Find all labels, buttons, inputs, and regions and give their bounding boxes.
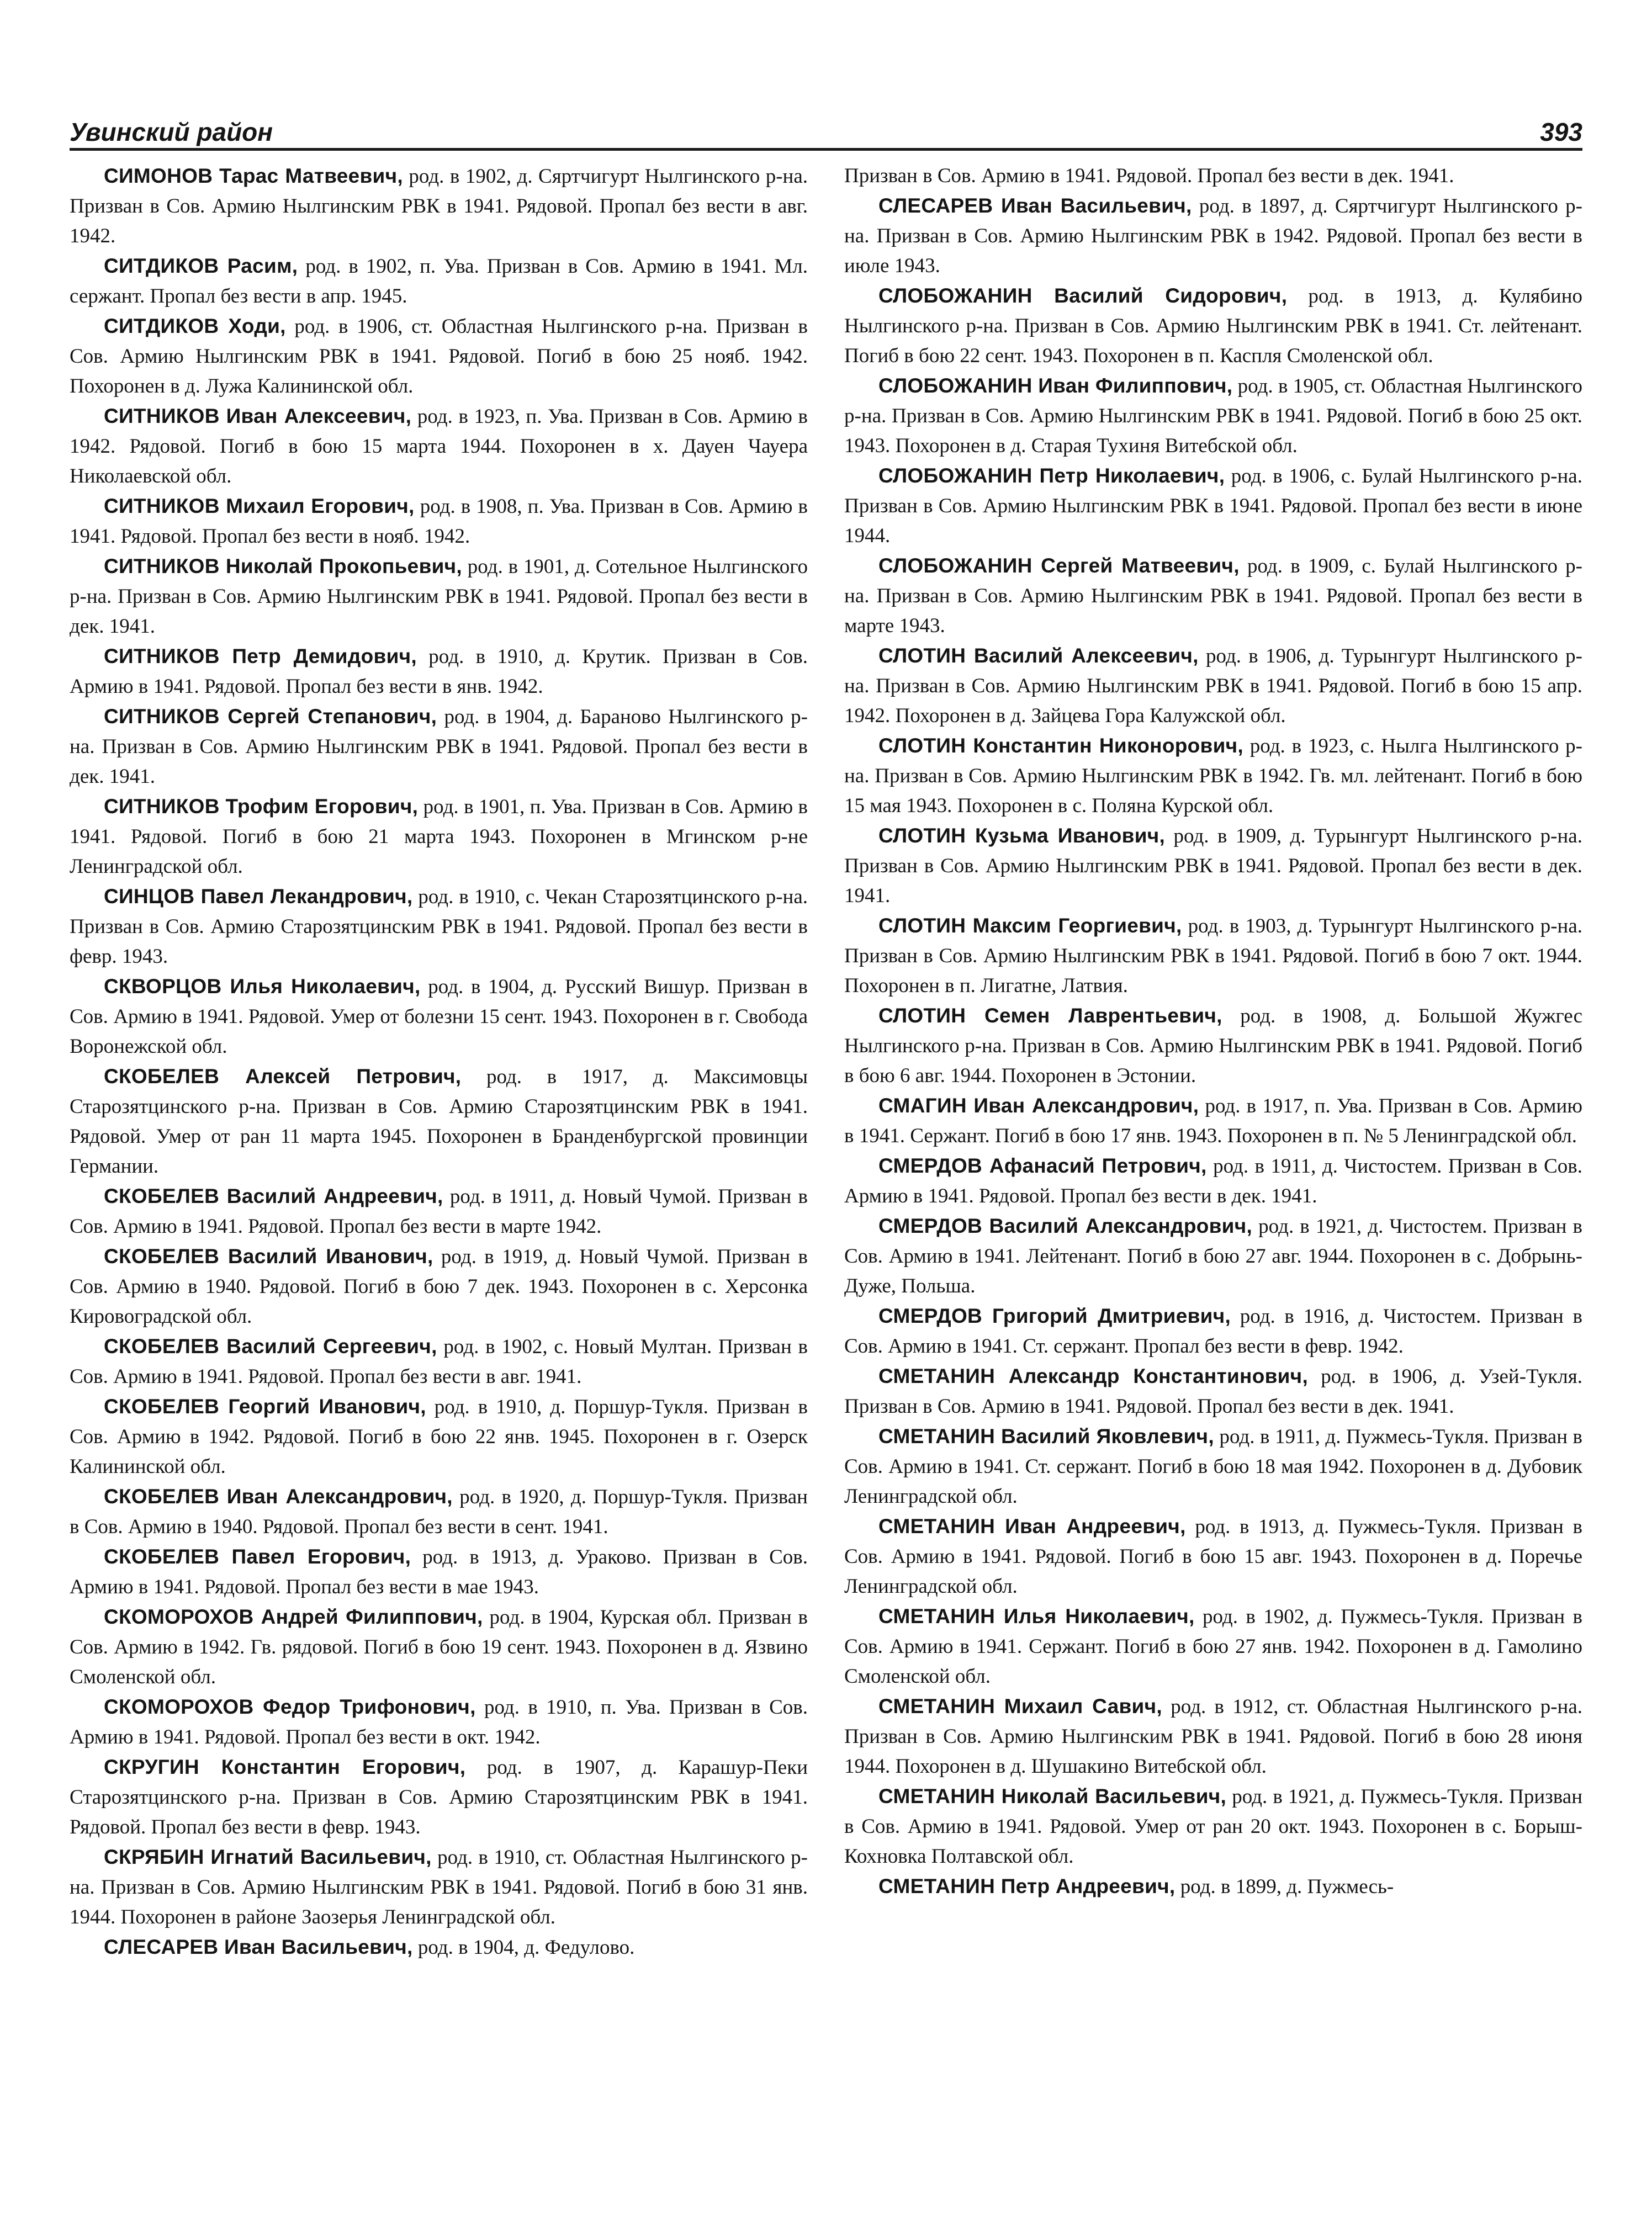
entry-text: род. в 1909, д. Турынгурт Нылгинского р-на. Призван в Сов. Армию Нылгинским РВК в 1941. Рядовой. Пропал без вести в дек. 1941. — [844, 825, 1582, 907]
entry-name: СМЕТАНИН Иван Андреевич, — [878, 1515, 1186, 1538]
memorial-entry — [70, 1062, 808, 1181]
entry-name: СИТДИКОВ Ходи, — [104, 315, 286, 337]
entry-text: род. в 1906, ст. Областная Нылгинского р-на. Призван в Сов. Армию Нылгинским РВК в 1941. Рядовой. Погиб в бою 25 нояб. 1942. Похоронен в д. Лужа Калининской обл. — [70, 315, 808, 398]
entry-name: СМЕТАНИН Петр Андреевич, — [878, 1875, 1176, 1898]
memorial-entry — [844, 1602, 1582, 1692]
entry-text: род. в 1911, д. Пужмесь-Тукля. Призван в Сов. Армию в 1941. Ст. сержант. Погиб в бою 18 мая 1942. Похоронен в д. Дубовик Ленинградской обл. — [844, 1425, 1582, 1508]
entry-name: СИТНИКОВ Иван Алексеевич, — [104, 405, 412, 427]
entry-name: СЛЕСАРЕВ Иван Васильевич, — [104, 1936, 413, 1958]
entry-name: СКОБЕЛЕВ Георгий Иванович, — [104, 1395, 426, 1418]
memorial-entry — [844, 1422, 1582, 1512]
memorial-entry — [844, 161, 1582, 191]
entry-name: СЛОБОЖАНИН Петр Николаевич, — [878, 464, 1225, 487]
entry-text: род. в 1904, д. Федулово. — [412, 1936, 635, 1959]
entry-text: род. в 1909, с. Булай Нылгинского р-на. Призван в Сов. Армию Нылгинским РВК в 1941. Рядовой. Пропал без вести в марте 1943. — [844, 555, 1582, 637]
entry-name: СИНЦОВ Павел Лекандрович, — [104, 885, 413, 908]
memorial-entry — [70, 972, 808, 1062]
memorial-entry — [844, 1872, 1582, 1902]
memorial-entry — [844, 191, 1582, 281]
entry-name: СИТНИКОВ Сергей Степанович, — [104, 705, 437, 728]
entry-name: СЛОБОЖАНИН Василий Сидорович, — [878, 284, 1288, 307]
memorial-entry — [70, 1752, 808, 1842]
entry-text: Призван в Сов. Армию в 1941. Рядовой. Пропал без вести в дек. 1941. — [844, 165, 1454, 187]
entry-text: род. в 1913, д. Ураково. Призван в Сов. Армию в 1941. Рядовой. Пропал без вести в мае 1943. — [70, 1546, 808, 1598]
entry-name: СИТНИКОВ Михаил Егорович, — [104, 495, 415, 517]
entry-name: СЛОТИН Константин Никонорович, — [878, 734, 1243, 757]
entry-text: род. в 1902, д. Пужмесь-Тукля. Призван в Сов. Армию в 1941. Сержант. Погиб в бою 27 янв. 1942. Похоронен в д. Гамолино Смоленской обл. — [844, 1605, 1582, 1688]
entry-name: СКОМОРОХОВ Федор Трифонович, — [104, 1695, 476, 1718]
entry-text: род. в 1906, д. Турынгурт Нылгинского р-на. Призван в Сов. Армию Нылгинским РВК в 1941. Рядовой. Погиб в бою 15 апр. 1942. Похоронен в д. Зайцева Гора Калужской обл. — [844, 645, 1583, 727]
entry-text: род. в 1910, п. Ува. Призван в Сов. Армию в 1941. Рядовой. Пропал без вести в окт. 1942. — [70, 1696, 808, 1748]
entry-text: род. в 1923, п. Ува. Призван в Сов. Армию в 1942. Рядовой. Погиб в бою 15 марта 1944. Похоронен в х. Дауен Чауера Николаевской обл. — [70, 405, 808, 487]
entry-name: СКВОРЦОВ Илья Николаевич, — [104, 975, 421, 998]
entry-name: СМЕРДОВ Григорий Дмитриевич, — [878, 1305, 1231, 1327]
entry-name: СМЕТАНИН Илья Николаевич, — [878, 1605, 1195, 1628]
entry-name: СМЕТАНИН Михаил Савич, — [878, 1695, 1162, 1718]
memorial-entry — [70, 491, 808, 552]
entry-text: род. в 1913, д. Кулябино Нылгинского р-на. Призван в Сов. Армию Нылгинским РВК в 1941. Ст. лейтенант. Погиб в бою 22 сент. 1943. Похоронен в п. Каспля Смоленской обл. — [844, 285, 1582, 367]
memorial-entry — [844, 641, 1582, 731]
district-title: Увинский район — [70, 118, 273, 146]
entry-text: род. в 1899, д. Пужмесь- — [1175, 1875, 1394, 1898]
right-column — [844, 161, 1582, 2143]
memorial-entry — [70, 552, 808, 642]
memorial-entry — [844, 1211, 1582, 1301]
memorial-entry — [70, 642, 808, 702]
entry-name: СИМОНОВ Тарас Матвеевич, — [104, 165, 403, 187]
entry-name: СМАГИН Иван Александрович, — [878, 1094, 1199, 1117]
entry-name: СКРЯБИН Игнатий Васильевич, — [104, 1846, 432, 1868]
entry-text: род. в 1917, д. Максимовцы Старозятцинского р-на. Призван в Сов. Армию Старозятцинским РВК в 1941. Рядовой. Умер от ран 11 марта 1945. Похоронен в Бранденбургской провинции Германии. — [70, 1066, 808, 1178]
entry-text: род. в 1908, д. Большой Жужгес Нылгинского р-на. Призван в Сов. Армию Нылгинским РВК в 1941. Рядовой. Погиб в бою 6 авг. 1944. Похоронен в Эстонии. — [844, 1005, 1582, 1087]
entry-text: род. в 1921, д. Пужмесь-Тукля. Призван в Сов. Армию в 1941. Рядовой. Умер от ран 20 окт. 1943. Похоронен в с. Борыш-Кохновка Полтавской обл. — [844, 1785, 1582, 1868]
memorial-entry — [70, 702, 808, 792]
entry-name: СЛЕСАРЕВ Иван Васильевич, — [878, 194, 1192, 217]
memorial-entry — [844, 281, 1582, 371]
entry-name: СМЕТАНИН Александр Константинович, — [878, 1365, 1309, 1387]
memorial-entry — [70, 401, 808, 491]
memorial-entry — [70, 882, 808, 972]
memorial-entry — [844, 1151, 1582, 1211]
entry-text: род. в 1910, д. Крутик. Призван в Сов. Армию в 1941. Рядовой. Пропал без вести в янв. 1942. — [70, 645, 808, 698]
entry-name: СКОБЕЛЕВ Павел Егорович, — [104, 1545, 411, 1568]
memorial-entry — [844, 1091, 1582, 1151]
entry-text: род. в 1902, д. Сяртчигурт Нылгинского р-на. Призван в Сов. Армию Нылгинским РВК в 1941. Рядовой. Пропал без вести в авг. 1942. — [70, 165, 808, 247]
memorial-entry — [70, 161, 808, 251]
memorial-entry — [844, 551, 1582, 641]
memorial-entry — [70, 1392, 808, 1482]
page-number: 393 — [1540, 118, 1582, 146]
entry-name: СМЕТАНИН Василий Яковлевич, — [878, 1425, 1214, 1448]
entry-name: СЛОТИН Василий Алексеевич, — [878, 644, 1199, 667]
entry-text: род. в 1910, д. Поршур-Тукля. Призван в Сов. Армию в 1942. Рядовой. Погиб в бою 22 янв. 1945. Похоронен в г. Озерск Калининской обл. — [70, 1396, 808, 1478]
memorial-entry — [70, 311, 808, 401]
text-columns — [70, 161, 1582, 2143]
entry-name: СМЕРДОВ Василий Александрович, — [878, 1215, 1253, 1237]
entry-name: СКОБЕЛЕВ Василий Сергеевич, — [104, 1335, 437, 1358]
entry-name: СКОБЕЛЕВ Василий Андреевич, — [104, 1185, 443, 1207]
memorial-entry — [844, 371, 1582, 461]
memorial-entry — [844, 1361, 1582, 1422]
memorial-entry — [70, 1181, 808, 1242]
entry-text: род. в 1902, п. Ува. Призван в Сов. Армию в 1941. Мл. сержант. Пропал без вести в апр. 1945. — [70, 255, 808, 308]
memorial-entry — [844, 1692, 1582, 1782]
memorial-entry — [844, 461, 1582, 551]
entry-name: СКРУГИН Константин Егорович, — [104, 1756, 466, 1778]
entry-name: СЛОТИН Кузьма Иванович, — [878, 824, 1166, 847]
entry-name: СИТДИКОВ Расим, — [104, 255, 298, 277]
memorial-entry — [70, 1542, 808, 1602]
entry-text: род. в 1904, д. Русский Вишур. Призван в Сов. Армию в 1941. Рядовой. Умер от болезни 15 сент. 1943. Похоронен в г. Свобода Воронежской обл. — [70, 976, 808, 1058]
entry-text: род. в 1917, п. Ува. Призван в Сов. Армию в 1941. Сержант. Погиб в бою 17 янв. 1943. Похоронен в п. № 5 Ленинградской обл. — [844, 1095, 1582, 1147]
entry-name: СКОБЕЛЕВ Василий Иванович, — [104, 1245, 433, 1268]
memorial-entry — [70, 1242, 808, 1332]
entry-text: род. в 1921, д. Чистостем. Призван в Сов. Армию в 1941. Лейтенант. Погиб в бою 27 авг. 1944. Похоронен в с. Добрынь-Дуже, Польша. — [844, 1215, 1582, 1297]
memorial-entry — [70, 1842, 808, 1932]
entry-text: род. в 1906, с. Булай Нылгинского р-на. Призван в Сов. Армию Нылгинским РВК в 1941. Рядовой. Пропал без вести в июне 1944. — [844, 465, 1582, 547]
entry-text: род. в 1919, д. Новый Чумой. Призван в Сов. Армию в 1940. Рядовой. Погиб в бою 7 дек. 1943. Похоронен в с. Херсонка Кировоградской обл. — [70, 1246, 808, 1328]
entry-name: СЛОБОЖАНИН Сергей Матвеевич, — [878, 554, 1240, 577]
memorial-entry — [70, 1482, 808, 1542]
entry-text: род. в 1923, с. Нылга Нылгинского р-на. Призван в Сов. Армию Нылгинским РВК в 1942. Гв. мл. лейтенант. Погиб в бою 15 мая 1943. Похоронен в с. Поляна Курской обл. — [844, 735, 1582, 817]
entry-text: род. в 1916, д. Чистостем. Призван в Сов. Армию в 1941. Ст. сержант. Пропал без вести в февр. 1942. — [844, 1305, 1582, 1358]
entry-text: род. в 1903, д. Турынгурт Нылгинского р-на. Призван в Сов. Армию Нылгинским РВК в 1941. Рядовой. Погиб в бою 7 окт. 1944. Похоронен в п. Лигатне, Латвия. — [844, 915, 1582, 997]
entry-text: род. в 1920, д. Поршур-Тукля. Призван в Сов. Армию в 1940. Рядовой. Пропал без вести в сент. 1941. — [70, 1486, 808, 1538]
memorial-entry — [70, 251, 808, 311]
entry-text: род. в 1910, ст. Областная Нылгинского р-на. Призван в Сов. Армию Нылгинским РВК в 1941. Рядовой. Погиб в бою 31 янв. 1944. Похоронен в районе Заозерья Ленинградской обл. — [70, 1846, 808, 1928]
entry-text: род. в 1913, д. Пужмесь-Тукля. Призван в Сов. Армию в 1941. Рядовой. Погиб в бою 15 авг. 1943. Похоронен в д. Поречье Ленинградской обл. — [844, 1515, 1582, 1598]
memorial-entry — [70, 792, 808, 882]
memorial-entry — [70, 1602, 808, 1692]
entry-name: СМЕРДОВ Афанасий Петрович, — [878, 1154, 1207, 1177]
memorial-entry — [844, 731, 1582, 821]
entry-text: род. в 1901, д. Сотельное Нылгинского р-на. Призван в Сов. Армию Нылгинским РВК в 1941. Рядовой. Пропал без вести в дек. 1941. — [70, 555, 808, 638]
left-column — [70, 161, 808, 2143]
memorial-entry — [844, 821, 1582, 911]
entry-text: род. в 1904, д. Бараново Нылгинского р-на. Призван в Сов. Армию Нылгинским РВК в 1941. Рядовой. Пропал без вести в дек. 1941. — [70, 706, 808, 788]
entry-text: род. в 1904, Курская обл. Призван в Сов. Армию в 1942. Гв. рядовой. Погиб в бою 19 сент. 1943. Похоронен в д. Язвино Смоленской обл. — [70, 1606, 808, 1688]
entry-text: род. в 1901, п. Ува. Призван в Сов. Армию в 1941. Рядовой. Погиб в бою 21 марта 1943. Похоронен в Мгинском р-не Ленинградской обл. — [70, 796, 808, 878]
memorial-entry — [70, 1692, 808, 1752]
entry-text: род. в 1897, д. Сяртчигурт Нылгинского р-на. Призван в Сов. Армию Нылгинским РВК в 1942. Рядовой. Пропал без вести в июле 1943. — [844, 195, 1582, 277]
entry-text: род. в 1907, д. Карашур-Пеки Старозятцинского р-на. Призван в Сов. Армию Старозятцинским РВК в 1941. Рядовой. Пропал без вести в февр. 1943. — [70, 1756, 808, 1838]
entry-text: род. в 1902, с. Новый Мултан. Призван в Сов. Армию в 1941. Рядовой. Пропал без вести в авг. 1941. — [70, 1335, 808, 1388]
entry-name: СКОБЕЛЕВ Иван Александрович, — [104, 1485, 453, 1508]
entry-text: род. в 1905, ст. Областная Нылгинского р-на. Призван в Сов. Армию Нылгинским РВК в 1941. Рядовой. Погиб в бою 25 окт. 1943. Похоронен в д. Старая Тухиня Витебской обл. — [844, 375, 1582, 457]
running-header — [70, 108, 1582, 151]
entry-name: СЛОБОЖАНИН Иван Филиппович, — [878, 374, 1233, 397]
memorial-entry — [70, 1332, 808, 1392]
entry-text: род. в 1911, д. Чистостем. Призван в Сов. Армию в 1941. Рядовой. Пропал без вести в дек. 1941. — [844, 1155, 1582, 1207]
memorial-entry — [70, 1932, 808, 1963]
entry-name: СКОМОРОХОВ Андрей Филиппович, — [104, 1605, 483, 1628]
entry-name: СИТНИКОВ Трофим Егорович, — [104, 795, 419, 818]
entry-text: род. в 1911, д. Новый Чумой. Призван в Сов. Армию в 1941. Рядовой. Пропал без вести в марте 1942. — [70, 1185, 808, 1238]
entry-text: род. в 1910, с. Чекан Старозятцинского р-на. Призван в Сов. Армию Старозятцинским РВК в 1941. Рядовой. Пропал без вести в февр. 1943. — [70, 886, 808, 968]
memorial-entry — [844, 1512, 1582, 1602]
memorial-entry — [844, 1001, 1582, 1091]
memorial-entry — [844, 1782, 1582, 1872]
memorial-entry — [844, 1301, 1582, 1361]
entry-text: род. в 1906, д. Узей-Тукля. Призван в Сов. Армию в 1941. Рядовой. Пропал без вести в дек. 1941. — [844, 1365, 1582, 1418]
entry-name: СЛОТИН Максим Георгиевич, — [878, 914, 1182, 937]
entry-text: род. в 1912, ст. Областная Нылгинского р-на. Призван в Сов. Армию Нылгинским РВК в 1941. Рядовой. Погиб в бою 28 июня 1944. Похоронен в д. Шушакино Витебской обл. — [844, 1695, 1582, 1778]
entry-name: СИТНИКОВ Николай Прокопьевич, — [104, 555, 463, 577]
entry-name: СКОБЕЛЕВ Алексей Петрович, — [104, 1065, 462, 1088]
entry-name: СЛОТИН Семен Лаврентьевич, — [878, 1004, 1222, 1027]
entry-name: СМЕТАНИН Николай Васильевич, — [878, 1785, 1227, 1808]
memorial-entry — [844, 911, 1582, 1001]
entry-name: СИТНИКОВ Петр Демидович, — [104, 645, 417, 667]
entry-text: род. в 1908, п. Ува. Призван в Сов. Армию в 1941. Рядовой. Пропал без вести в нояб. 1942. — [70, 495, 808, 548]
